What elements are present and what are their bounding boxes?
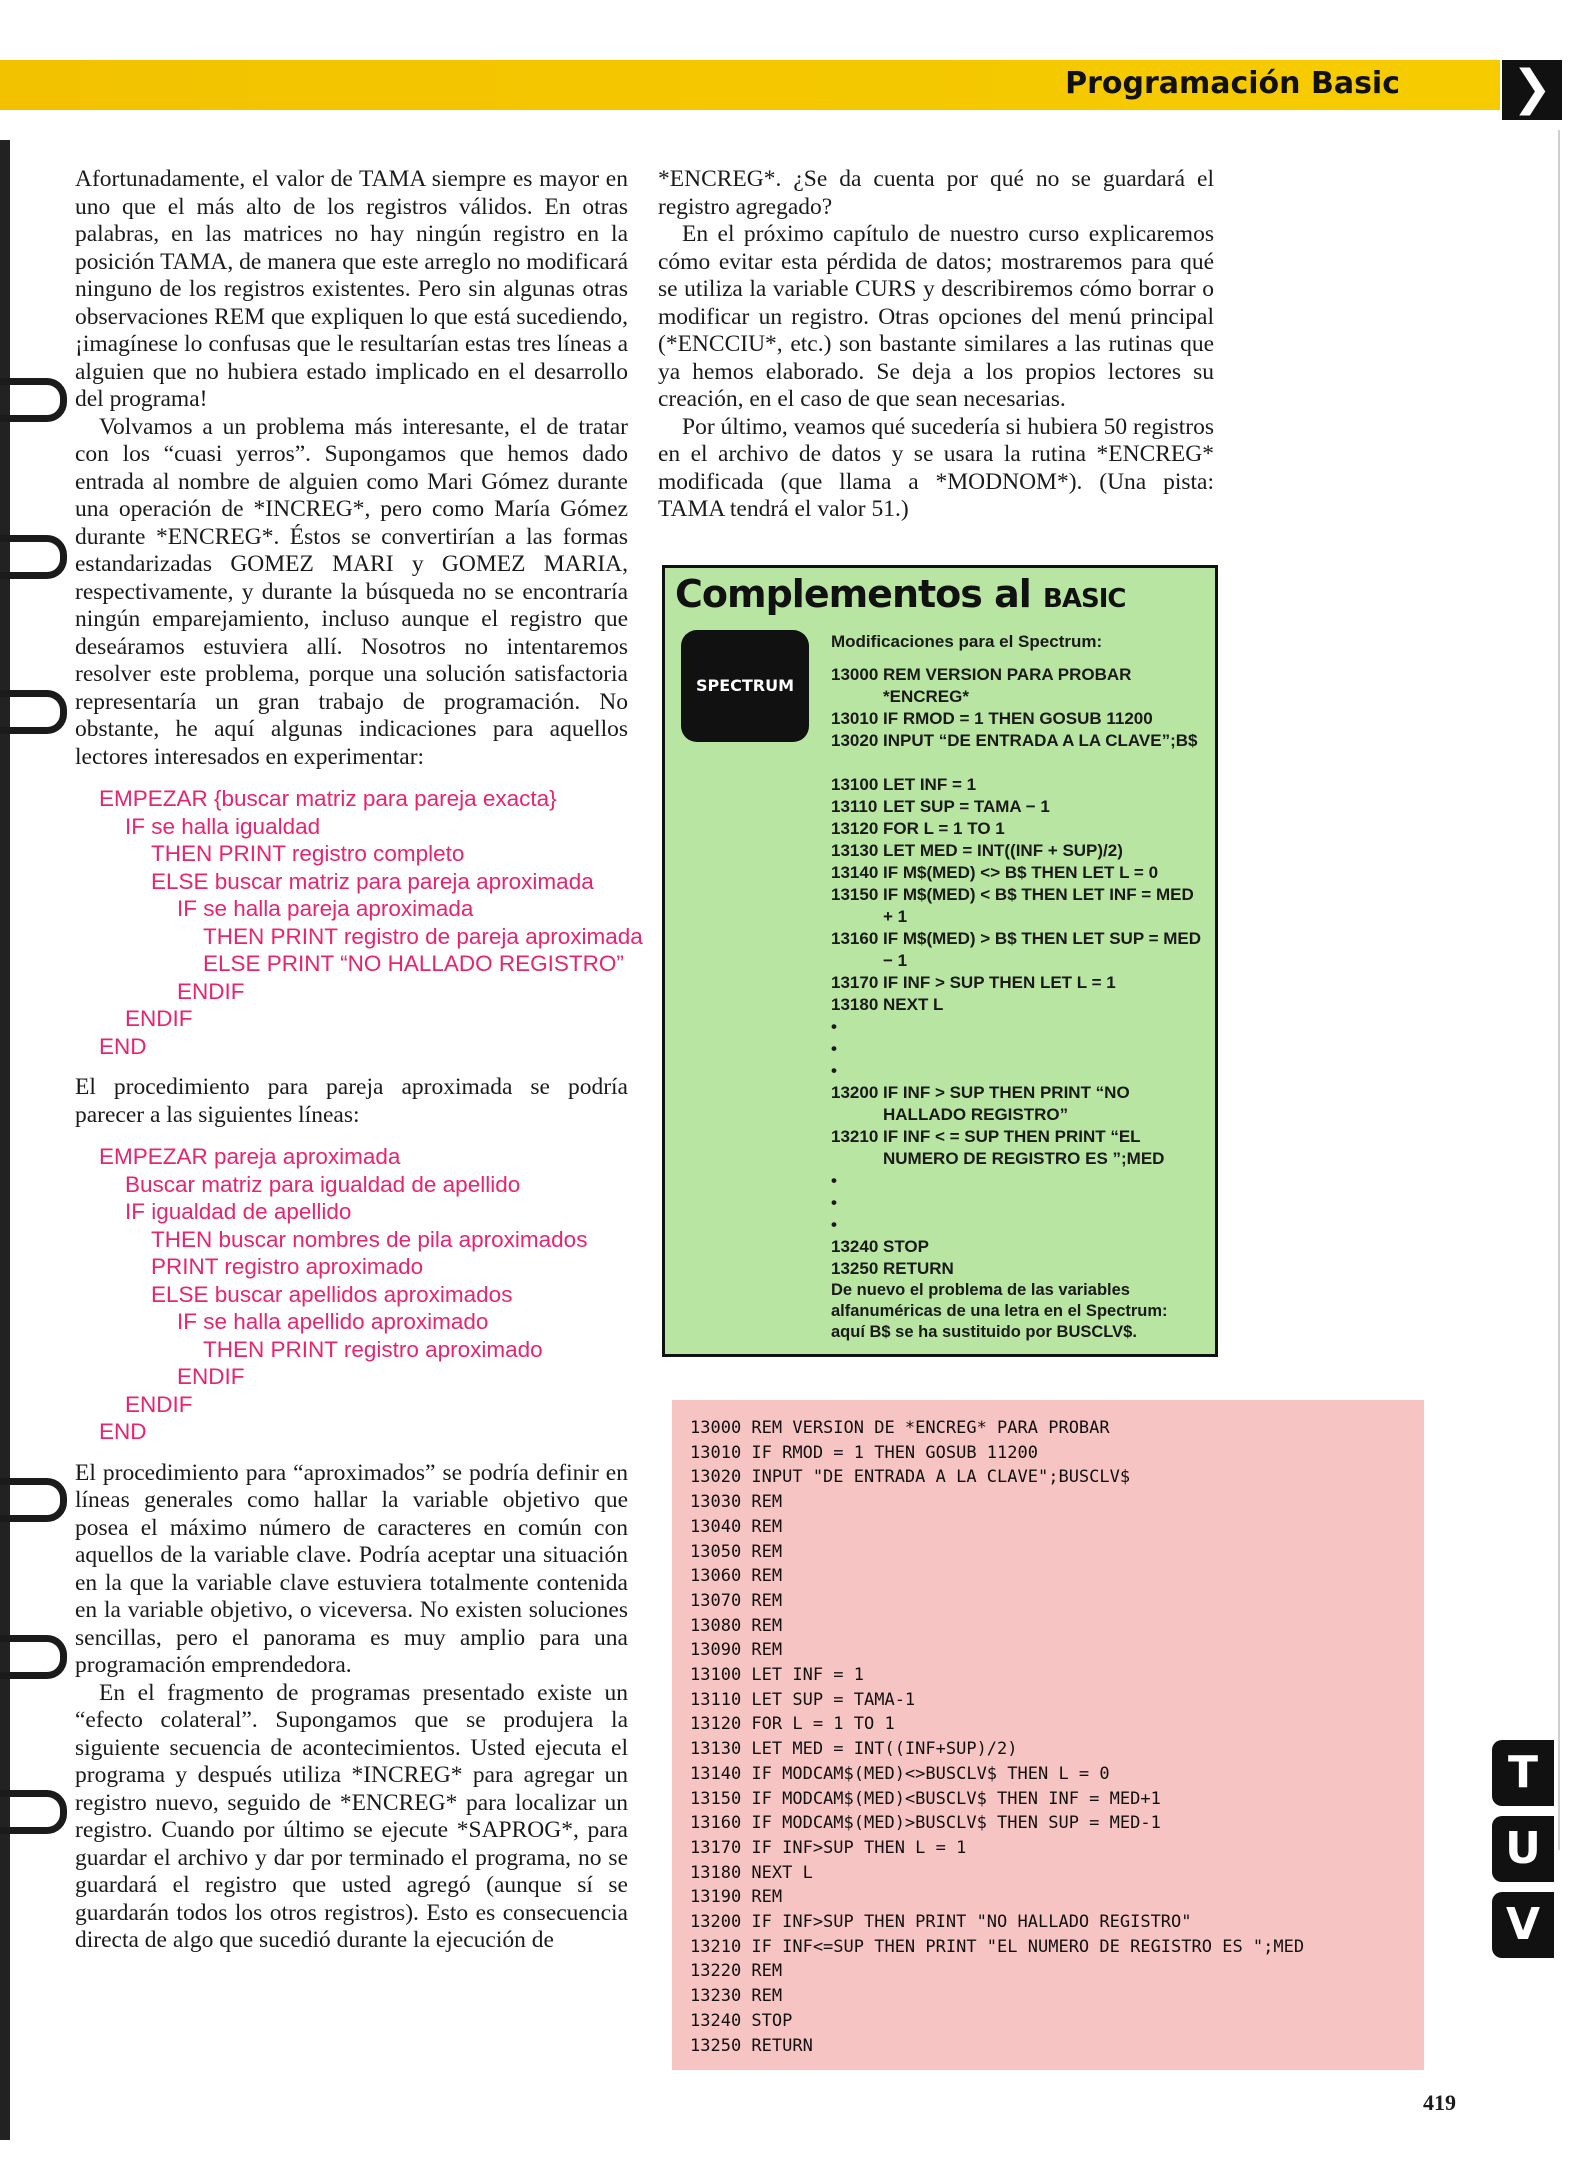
code-line — [831, 1236, 1203, 1258]
line-code: IF M$(MED) < B$ THEN LET INF = MED + 1 — [883, 885, 1199, 926]
pseudocode-line: END — [99, 1033, 147, 1059]
line-code: LET MED = INT((INF + SUP)/2) — [883, 841, 1123, 860]
code-line — [831, 796, 1203, 818]
code-line — [831, 840, 1203, 862]
line-number: 13250 — [831, 1259, 879, 1278]
line-number: 13020 — [831, 731, 879, 750]
code-line — [831, 708, 1203, 730]
line-code — [883, 1038, 1203, 1060]
index-tab-v[interactable]: V — [1492, 1892, 1554, 1958]
line-code — [883, 1214, 1203, 1236]
paragraph: En el fragmento de programas presentado existe un “efecto colateral”. Supongamos que se produjera la siguiente secuencia de acontecimientos. Usted ejecuta el programa y después utiliza *INCREG* para agregar un registro nuevo, seguido de *ENCREG* para localizar un registro. Cuando por último se ejecute *SAPROG*, para guardar el archivo y dar por terminado el programa, no se guardará el registro que usted agregó (aunque sí se guardarán todos los otros registros). Esto es consecuencia directa de algo que sucedió durante la ejecución de — [75, 1679, 628, 1953]
listing-line: 13190 REM — [690, 1887, 783, 1908]
listing-line: 13160 IF MODCAM$(MED)>BUSCLV$ THEN SUP = MED-1 — [690, 1813, 1161, 1834]
binder-ring — [0, 535, 67, 579]
listing-line: 13250 RETURN — [690, 2035, 813, 2056]
line-code — [883, 1060, 1203, 1082]
code-line — [831, 1038, 1203, 1060]
code-line — [831, 1258, 1203, 1280]
line-number: 13180 — [831, 995, 879, 1014]
code-line — [831, 1016, 1203, 1038]
pseudocode-line: ENDIF — [125, 1006, 193, 1031]
next-arrow-icon[interactable]: ❯ — [1502, 60, 1562, 120]
paragraph: Por último, veamos qué sucedería si hubiera 50 registros en el archivo de datos y se usara la rutina *ENCREG* modificada (que llama a *MODNOM*). (Una pista: TAMA tendrá el valor 51.) — [658, 413, 1214, 522]
paragraph: *ENCREG*. ¿Se da cuenta por qué no se guardará el registro agregado? — [658, 166, 1214, 220]
line-code — [883, 1170, 1203, 1192]
pseudocode-line: ENDIF — [177, 1364, 245, 1389]
listing-line: 13100 LET INF = 1 — [690, 1665, 864, 1686]
binder-ring — [0, 1790, 67, 1834]
pseudocode-line: THEN PRINT registro de pareja aproximada — [203, 923, 643, 949]
pseudocode-line: END — [99, 1419, 147, 1444]
line-number: 13150 — [831, 885, 879, 904]
listing-line: 13000 REM VERSION DE *ENCREG* PARA PROBAR — [690, 1418, 1110, 1438]
line-number: 13170 — [831, 973, 879, 992]
listing-line: 13080 REM — [690, 1615, 783, 1636]
code-line — [831, 994, 1203, 1016]
listing-lines — [690, 1416, 1304, 2058]
listing-line: 13040 REM — [690, 1516, 783, 1537]
pseudocode-line: IF se halla apellido aproximado — [177, 1309, 489, 1334]
page-number: 419 — [1423, 2090, 1456, 2115]
line-number: 13010 — [831, 709, 879, 728]
line-code — [883, 752, 1203, 774]
listing-line: 13110 LET SUP = TAMA-1 — [690, 1689, 916, 1710]
line-code: LET SUP = TAMA − 1 — [883, 797, 1050, 816]
line-number: 13120 — [831, 819, 879, 838]
code-line — [831, 1192, 1203, 1214]
left-column — [75, 166, 643, 1955]
line-code — [883, 1192, 1203, 1214]
line-code: REM VERSION PARA PROBAR *ENCREG* — [883, 665, 1137, 706]
line-number: 13200 — [831, 1083, 879, 1102]
spectrum-logo: SPECTRUM — [681, 630, 809, 742]
page-edge — [1540, 130, 1560, 1850]
box-title — [675, 572, 1125, 616]
pseudocode-line: Buscar matriz para igualdad de apellido — [125, 1171, 521, 1197]
pseudocode-line: IF se halla igualdad — [125, 813, 321, 839]
code-line — [831, 1170, 1203, 1192]
box-title-small: BASIC — [1043, 584, 1126, 614]
line-code: IF RMOD = 1 THEN GOSUB 11200 — [883, 709, 1153, 728]
pseudocode-line: PRINT registro aproximado — [151, 1254, 424, 1279]
listing-line: 13030 REM — [690, 1492, 783, 1513]
paragraph: El procedimiento para “aproximados” se podría definir en líneas generales como hallar la variable objetivo que posea el máximo número de caracteres en común con aquellos de la variable clave. Podría aceptar una situación en la que la variable clave estuviera totalmente contenida en la variable objetivo, o viceversa. No existen soluciones sencillas, pero el panorama es muy amplio para una programación emprendedora. — [75, 1459, 628, 1678]
line-code: FOR L = 1 TO 1 — [883, 819, 1005, 838]
listing-line: 13200 IF INF>SUP THEN PRINT "NO HALLADO REGISTRO" — [690, 1912, 1192, 1933]
paragraph: En el próximo capítulo de nuestro curso explicaremos cómo evitar esta pérdida de datos; mostraremos para qué se utiliza la variable CURS y describiremos cómo borrar o modificar un registro. Otras opciones del menú principal (*ENCCIU*, etc.) son bastante similares a las rutinas que ya hemos elaborado. Se deja a los propios lectores su creación, en el caso de que sean necesarias. — [658, 221, 1214, 412]
code-line — [831, 1126, 1203, 1170]
paragraph: El procedimiento para pareja aproximada se podría parecer a las siguientes líneas: — [75, 1074, 628, 1128]
binder-ring — [0, 1635, 67, 1679]
header-bar — [0, 60, 1500, 110]
right-column — [658, 166, 1214, 524]
line-number: 13140 — [831, 863, 879, 882]
line-code: IF INF < = SUP THEN PRINT “EL NUMERO DE REGISTRO ES ”;MED — [883, 1127, 1165, 1168]
listing-line: 13130 LET MED = INT((INF+SUP)/2) — [690, 1739, 1018, 1760]
code-line — [831, 730, 1203, 752]
line-code: LET INF = 1 — [883, 775, 977, 794]
pseudocode-block — [75, 1143, 628, 1446]
pseudocode-line: EMPEZAR pareja aproximada — [99, 1144, 401, 1169]
code-line — [831, 862, 1203, 884]
pseudocode-line: THEN buscar nombres de pila aproximados — [151, 1226, 588, 1252]
pseudocode-line: ELSE buscar apellidos aproximados — [151, 1281, 513, 1307]
line-number: 13110 — [831, 797, 878, 816]
line-number: 13240 — [831, 1237, 879, 1256]
code-line — [831, 972, 1203, 994]
line-number: 13000 — [831, 665, 879, 684]
line-code: IF INF > SUP THEN LET L = 1 — [883, 973, 1116, 992]
line-number: 13160 — [831, 929, 879, 948]
listing-line: 13210 IF INF<=SUP THEN PRINT "EL NUMERO DE REGISTRO ES ";MED — [690, 1936, 1305, 1957]
pseudocode-line: ELSE PRINT “NO HALLADO REGISTRO” — [203, 951, 624, 976]
line-number: • — [831, 1017, 837, 1036]
pseudocode-block — [75, 785, 643, 1060]
box-title-text: Complementos al — [675, 572, 1031, 616]
code-line — [831, 1214, 1203, 1236]
program-listing — [672, 1400, 1424, 2070]
binder-spine — [0, 140, 10, 2140]
line-code — [883, 1016, 1203, 1038]
line-code: IF INF > SUP THEN PRINT “NO HALLADO REGISTRO” — [883, 1083, 1135, 1124]
spectrum-code — [831, 664, 1206, 1280]
listing-line: 13020 INPUT "DE ENTRADA A LA CLAVE";BUSCLV$ — [690, 1467, 1131, 1488]
line-number: 13130 — [831, 841, 879, 860]
line-number: • — [831, 1171, 837, 1190]
listing-line: 13150 IF MODCAM$(MED)<BUSCLV$ THEN INF = MED+1 — [690, 1788, 1161, 1809]
pseudocode-line: ELSE buscar matriz para pareja aproximada — [151, 868, 594, 894]
code-line — [831, 1082, 1203, 1126]
section-title: Programación Basic — [1065, 66, 1400, 101]
line-number: • — [831, 1193, 837, 1212]
line-number: 13210 — [831, 1127, 879, 1146]
line-number: • — [831, 1215, 837, 1234]
pseudocode-line: THEN PRINT registro completo — [151, 841, 465, 866]
listing-line: 13010 IF RMOD = 1 THEN GOSUB 11200 — [690, 1442, 1038, 1463]
line-code: IF M$(MED) <> B$ THEN LET L = 0 — [883, 863, 1159, 882]
listing-line: 13140 IF MODCAM$(MED)<>BUSCLV$ THEN L = 0 — [690, 1763, 1110, 1784]
listing-line: 13220 REM — [690, 1961, 783, 1982]
line-code: INPUT “DE ENTRADA A LA CLAVE”;B$ — [883, 731, 1198, 750]
line-code: STOP — [883, 1237, 929, 1256]
line-number: • — [831, 1061, 837, 1080]
box-subtitle: Modificaciones para el Spectrum: — [831, 632, 1103, 651]
pseudocode-line: ENDIF — [177, 978, 245, 1004]
pseudocode-line: EMPEZAR {buscar matriz para pareja exacta} — [99, 786, 557, 811]
pseudocode-line: ENDIF — [125, 1391, 193, 1417]
line-code: IF M$(MED) > B$ THEN LET SUP = MED − 1 — [883, 929, 1206, 970]
code-line — [831, 818, 1203, 840]
binder-ring — [0, 1478, 67, 1522]
box-caption: De nuevo el problema de las variables alfanuméricas de una letra en el Spectrum: aquí B$ se ha sustituido por BUSCLV$. — [831, 1281, 1168, 1341]
listing-line: 13240 STOP — [690, 2010, 793, 2031]
binder-ring — [0, 378, 67, 422]
index-tab-u[interactable]: U — [1492, 1816, 1554, 1882]
line-number: 13100 — [831, 775, 879, 794]
paragraph: Volvamos a un problema más interesante, el de tratar con los “cuasi yerros”. Supongamos que hemos dado entrada al nombre de alguien como Mari Gómez durante una operación de *INCREG*, pero como María Gómez durante *ENCREG*. Éstos se convertirían a las formas estandarizadas GOMEZ MARI y GOMEZ MARIA, respectivamente, y durante la búsqueda no se encontraría ningún emparejamiento, incluso aunque el registro que deseáramos estuviera allí. Nosotros no intentaremos resolver este problema, porque una solución satisfactoria representaría un gran trabajo de programación. No obstante, he aquí algunas indicaciones para aquellos lectores interesados en experimentar: — [75, 413, 628, 770]
code-line — [831, 774, 1203, 796]
code-line — [831, 752, 1203, 774]
listing-line: 13230 REM — [690, 1986, 783, 2007]
listing-line: 13170 IF INF>SUP THEN L = 1 — [690, 1837, 967, 1858]
basic-complements-box — [662, 565, 1218, 1357]
pseudocode-line: IF se halla pareja aproximada — [177, 896, 474, 921]
binder-ring — [0, 690, 67, 734]
code-line — [831, 664, 1203, 708]
code-line — [831, 1060, 1203, 1082]
index-tab-t[interactable]: T — [1492, 1740, 1554, 1806]
paragraph: Afortunadamente, el valor de TAMA siempre es mayor en uno que el más alto de los registros válidos. En otras palabras, en las matrices no hay ningún registro en la posición TAMA, de manera que este arreglo no modificará ninguno de los registros existentes. Pero sin algunas otras observaciones REM que expliquen lo que está sucediendo, ¡imagínese lo confusas que le resultarían estas tres líneas a alguien que no hubiera estado implicado en el desarrollo del programa! — [75, 166, 629, 412]
line-number: • — [831, 1039, 837, 1058]
code-line — [831, 928, 1206, 972]
line-code: NEXT L — [883, 995, 944, 1014]
line-number — [831, 752, 883, 774]
code-line — [831, 884, 1203, 928]
listing-line: 13090 REM — [690, 1640, 783, 1661]
line-code: RETURN — [883, 1259, 954, 1278]
listing-line: 13060 REM — [690, 1566, 783, 1587]
listing-line: 13070 REM — [690, 1590, 783, 1611]
pseudocode-line: THEN PRINT registro aproximado — [203, 1336, 543, 1362]
listing-line: 13180 NEXT L — [690, 1862, 813, 1883]
pseudocode-line: IF igualdad de apellido — [125, 1199, 352, 1224]
listing-line: 13120 FOR L = 1 TO 1 — [690, 1714, 895, 1735]
listing-line: 13050 REM — [690, 1541, 783, 1562]
